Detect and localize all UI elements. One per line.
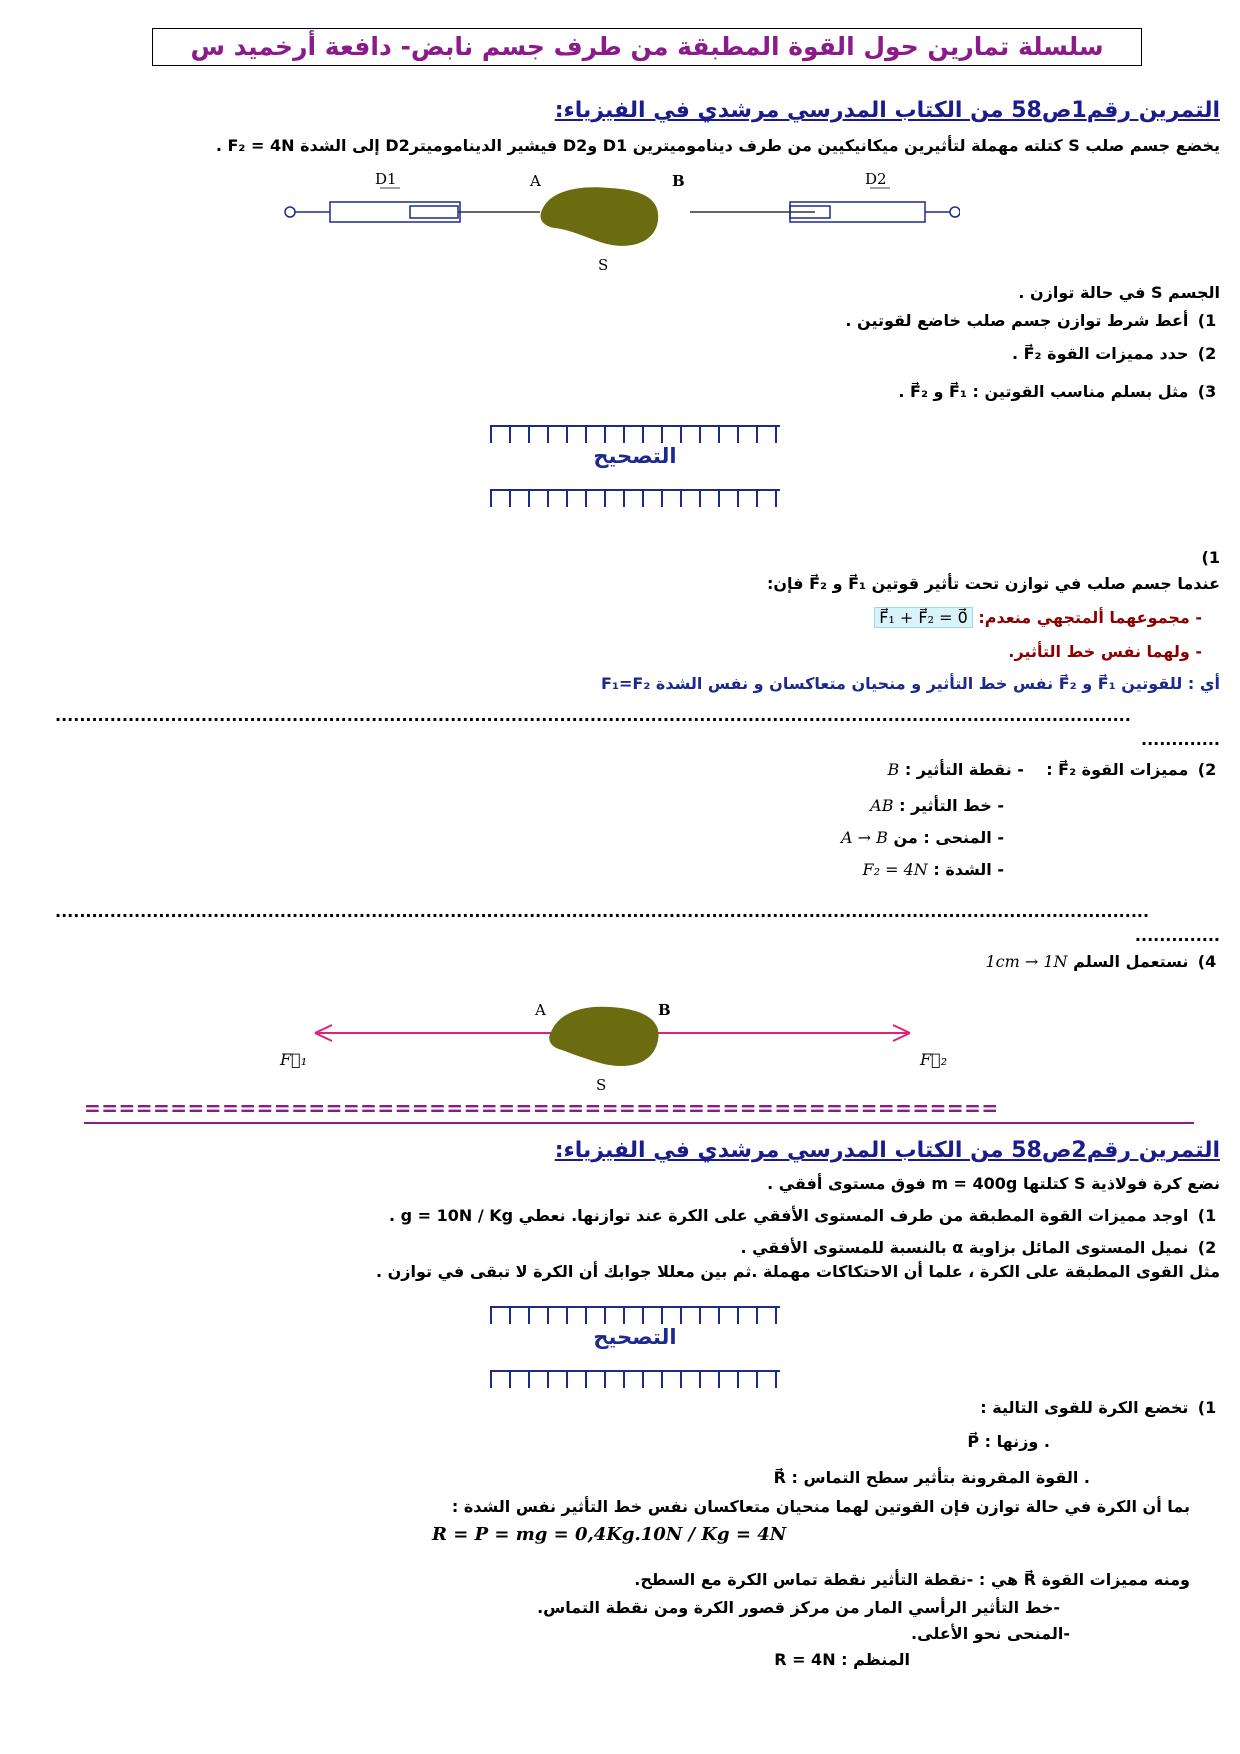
scale-label: نستعمل السلم bbox=[1073, 952, 1189, 971]
question-text: نميل المستوى المائل بزاوية α بالنسبة للمستوى الأفقي . bbox=[740, 1238, 1189, 1257]
label-s: S bbox=[596, 1076, 607, 1094]
point-of-application-value: B bbox=[887, 760, 900, 779]
characteristics-line: -خط التأثير الرأسي المار من مركز قصور الكرة ومن نقطة التماس. bbox=[537, 1598, 1060, 1617]
sum-zero-label: - مجموعهما ألمتجهي منعدم: bbox=[978, 608, 1202, 627]
answer-1-number: (1 bbox=[1201, 548, 1220, 567]
answer-1-point-1 bbox=[874, 608, 1202, 627]
direction-label: - المنحى : من bbox=[893, 828, 1004, 847]
body-s-shape bbox=[549, 1007, 658, 1066]
label-d2: D2 bbox=[865, 170, 887, 188]
dotted-separator: ................................................................................................................................................................................. bbox=[55, 706, 1131, 725]
line-of-action-label: - خط التأثير : bbox=[899, 796, 1004, 815]
magnitude bbox=[863, 860, 1005, 879]
exercise-1-question-3 bbox=[898, 382, 1220, 401]
dotted-separator: .................................................................................................................................................................................... bbox=[55, 902, 1150, 921]
answer-number: 1) bbox=[1197, 1398, 1217, 1417]
answer-1-point-2: - ولهما نفس خط التأثير. bbox=[1008, 642, 1202, 661]
question-number: 2) bbox=[1197, 344, 1217, 363]
label-b: B bbox=[672, 172, 685, 190]
body-s-shape bbox=[541, 187, 659, 246]
direction-value: A → B bbox=[841, 828, 888, 847]
label-f2: F⃗₂ bbox=[920, 1050, 948, 1069]
answer-1-intro: عندما جسم صلب في توازن تحت تأثير قوتين F⃗₁ و F⃗₂ فإن: bbox=[766, 574, 1220, 593]
correction-label: التصحيح bbox=[593, 1325, 677, 1349]
label-s: S bbox=[598, 256, 609, 274]
vector-sum-formula: F⃗₁ + F⃗₂ = 0⃗ bbox=[874, 607, 973, 628]
label-a: A bbox=[535, 1001, 546, 1019]
line-of-action-value: AB bbox=[870, 796, 894, 815]
calculation: R = P = mg = 0,4Kg.10N / Kg = 4N bbox=[432, 1524, 787, 1545]
exercise-1-statement: يخضع جسم صلب S كتلته مهملة لتأثيرين ميكانيكيين من طرف ديناموميترين D1 وD2 فيشير الديناموميترD2 إلى الشدة F₂ = 4N . bbox=[215, 136, 1220, 155]
label-f1: F⃗₁ bbox=[280, 1050, 308, 1069]
page-title: سلسلة تمارين حول القوة المطبقة من طرف جسم نابض- دافعة أرخميد س bbox=[152, 28, 1142, 66]
dynamometer-diagram bbox=[280, 170, 960, 280]
exercise-separator: ===================================================== bbox=[84, 1096, 999, 1120]
decorative-bar bbox=[490, 1306, 780, 1324]
characteristics-direction: -المنحى نحو الأعلى. bbox=[911, 1624, 1070, 1643]
dotted-separator-end: .............. bbox=[1134, 926, 1220, 945]
answer-1-summary: أي : للقوتين F⃗₁ و F⃗₂ نفس خط التأثير و منحيان متعاكسان و نفس الشدة F₁=F₂ bbox=[601, 674, 1220, 693]
decorative-bar bbox=[490, 489, 780, 507]
point-of-application-label: - نقطة التأثير : bbox=[904, 760, 1024, 779]
exercise-2-question-2-extra: مثل القوى المطبقة على الكرة ، علما أن الاحتكاكات مهملة .ثم بين معللا جوابك أن الكرة لا تبقى في توازن . bbox=[376, 1262, 1220, 1281]
answer-4 bbox=[985, 952, 1220, 971]
correction-label: التصحيح bbox=[593, 444, 677, 468]
answer-2-head bbox=[887, 760, 1220, 779]
separator-underline bbox=[84, 1122, 1194, 1124]
question-number: 1) bbox=[1197, 1206, 1217, 1225]
equilibrium-reason: بما أن الكرة في حالة توازن فإن القوتين لهما منحيان متعاكسان نفس خط التأثير نفس الشدة : bbox=[451, 1497, 1190, 1516]
scale-value: 1cm → 1N bbox=[985, 952, 1068, 971]
question-text: أعط شرط توازن جسم صلب خاضع لقوتين . bbox=[845, 311, 1189, 330]
question-text: اوجد مميزات القوة المطبقة من طرف المستوى الأفقي على الكرة عند توازنها. نعطي g = 10N / Kg . bbox=[388, 1206, 1189, 1225]
correction-banner-2 bbox=[490, 1306, 780, 1388]
exercise-1-question-2 bbox=[1012, 344, 1220, 363]
decorative-bar bbox=[490, 425, 780, 443]
exercise-1-heading: التمرين رقم1ص58 من الكتاب المدرسي مرشدي في الفيزياء: bbox=[554, 98, 1220, 123]
label-b: B bbox=[658, 1001, 671, 1019]
correction-banner-1 bbox=[490, 425, 780, 507]
magnitude-label: - الشدة : bbox=[933, 860, 1004, 879]
label-d1: D1 bbox=[375, 170, 397, 188]
characteristics-head: ومنه مميزات القوة R⃗ هي : -نقطة التأثير نقطة تماس الكرة مع السطح. bbox=[634, 1570, 1190, 1589]
force-weight: P⃗ : وزنها . bbox=[967, 1432, 1050, 1451]
magnitude-value: F₂ = 4N bbox=[862, 860, 928, 879]
dotted-separator-end: ............. bbox=[1140, 730, 1220, 749]
answer-number: 4) bbox=[1197, 952, 1217, 971]
question-text: مثل بسلم مناسب القوتين : F⃗₁ و F⃗₂ . bbox=[898, 382, 1189, 401]
exercise-2-heading: التمرين رقم2ص58 من الكتاب المدرسي مرشدي في الفيزياء: bbox=[554, 1138, 1220, 1163]
question-number: 1) bbox=[1197, 311, 1217, 330]
decorative-bar bbox=[490, 1370, 780, 1388]
exercise-2-question-2 bbox=[740, 1238, 1220, 1257]
question-number: 3) bbox=[1197, 382, 1217, 401]
question-text: حدد مميزات القوة F⃗₂ . bbox=[1011, 344, 1189, 363]
exercise-1-question-1 bbox=[845, 311, 1220, 330]
equilibrium-condition: الجسم S في حالة توازن . bbox=[1018, 283, 1220, 302]
answer-intro-text: تخضع الكرة للقوى التالية : bbox=[980, 1398, 1189, 1417]
label-a: A bbox=[530, 172, 541, 190]
force-reaction: R⃗ : القوة المقرونة بتأثير سطح التماس . bbox=[773, 1468, 1090, 1487]
characteristics-magnitude: المنظم : R = 4N bbox=[774, 1650, 910, 1669]
ex2-answer-intro bbox=[980, 1398, 1220, 1417]
line-of-action bbox=[870, 796, 1004, 815]
question-number: 2) bbox=[1197, 1238, 1217, 1257]
exercise-2-question-1 bbox=[389, 1206, 1220, 1225]
force-diagram bbox=[270, 995, 970, 1095]
direction bbox=[841, 828, 1004, 847]
exercise-2-statement: نضع كرة فولاذية S كتلتها m = 400g فوق مستوى أفقي . bbox=[767, 1174, 1220, 1193]
answer-2-title: مميزات القوة F⃗₂ : bbox=[1046, 760, 1189, 779]
answer-number: 2) bbox=[1197, 760, 1217, 779]
